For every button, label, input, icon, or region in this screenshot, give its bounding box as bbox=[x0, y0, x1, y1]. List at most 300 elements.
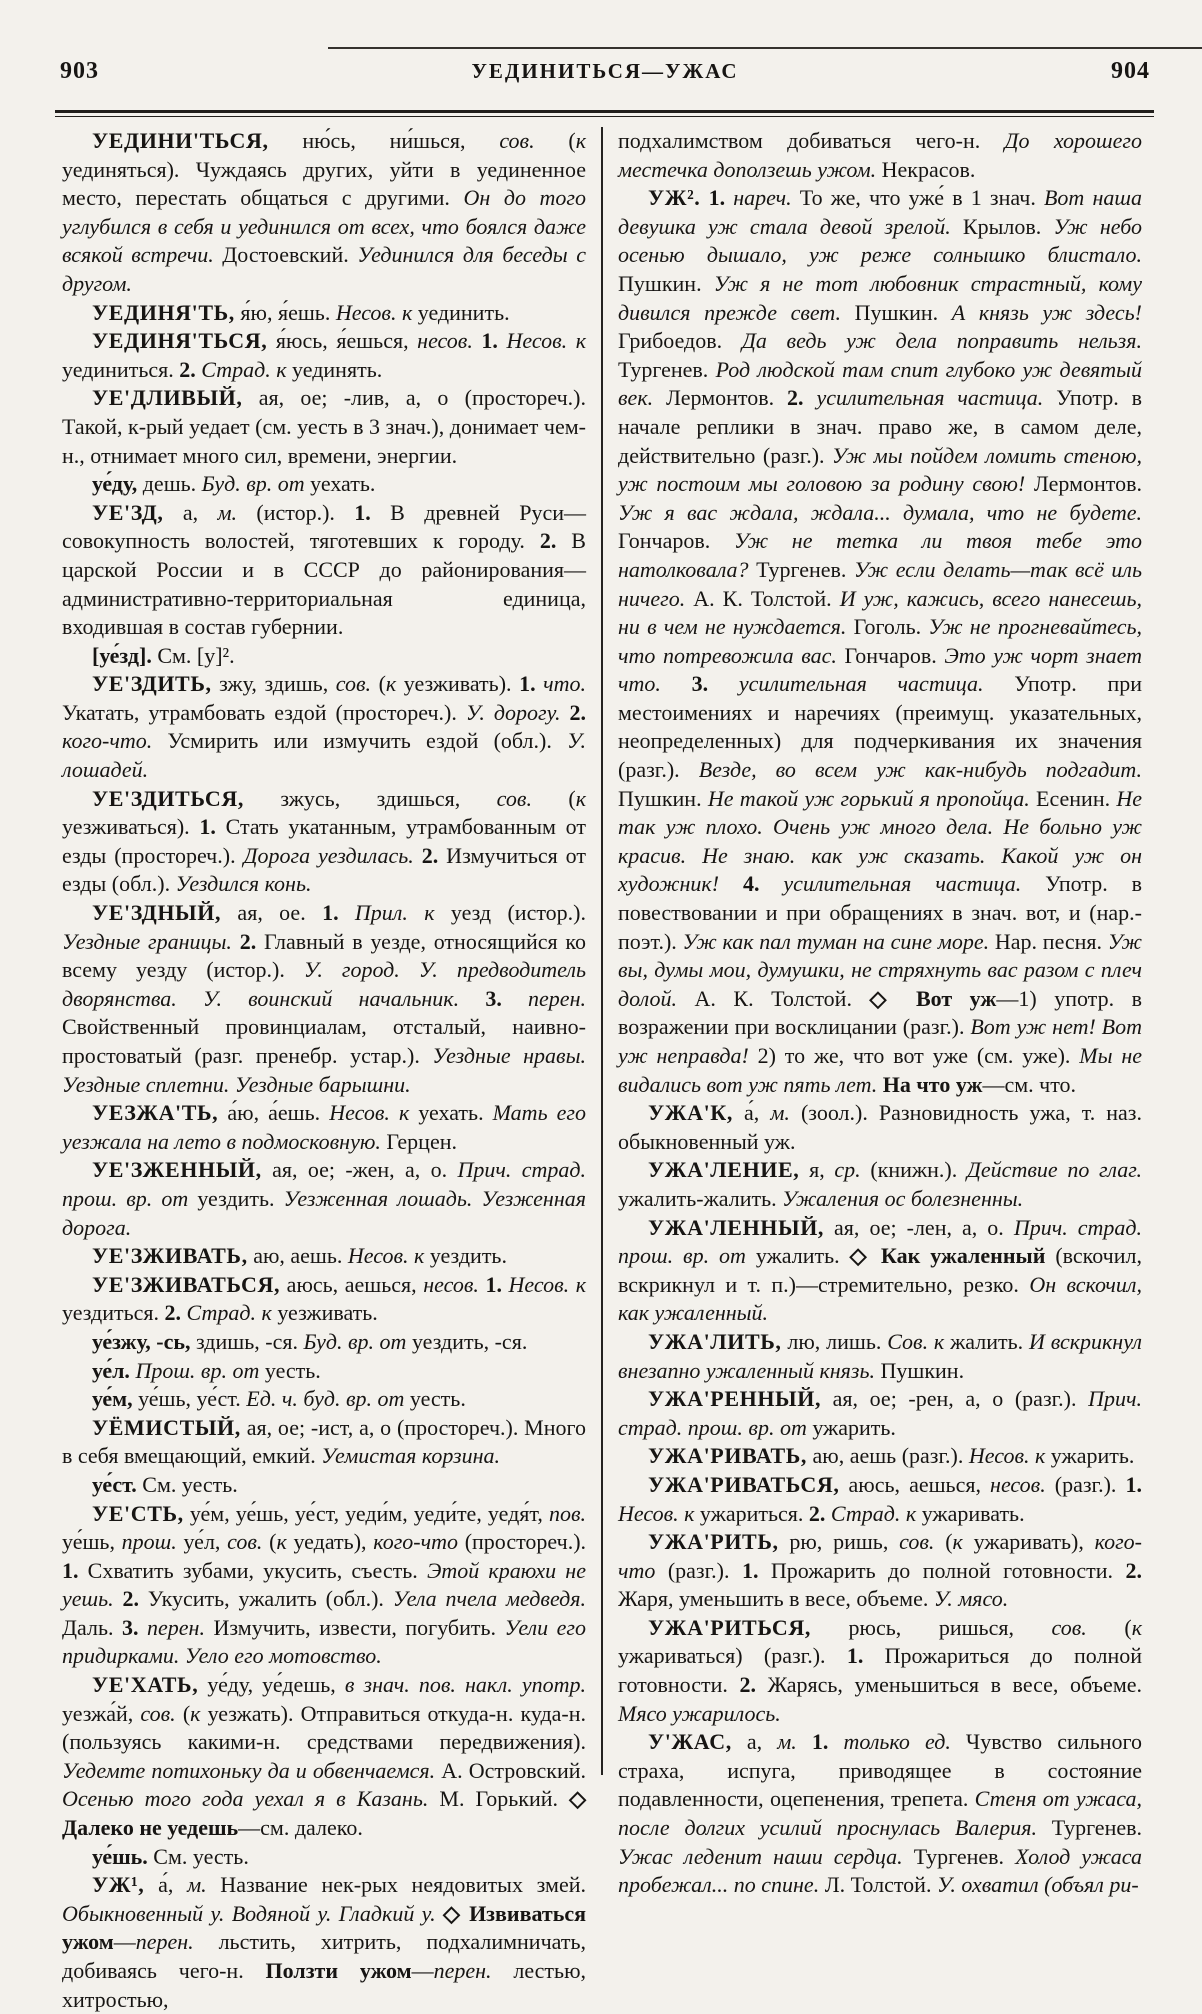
text-segment-b: 2. bbox=[539, 528, 557, 554]
text-segment-r: уезжать). Отправиться откуда-н. куда-н. (пользуясь какими-н. средствами передвижения). bbox=[62, 1700, 586, 1755]
text-segment-i: Прил. к bbox=[354, 900, 435, 926]
text-segment-r: А. Островский. bbox=[435, 1757, 586, 1783]
text-segment-i: Буд. вр. от bbox=[201, 471, 305, 497]
text-segment-h: УЕ'ЗЖЕННЫЙ, bbox=[92, 1157, 262, 1183]
text-segment-r: (разг.). bbox=[1045, 1471, 1126, 1497]
text-segment-r: а́ю, а́ешь. bbox=[218, 1100, 330, 1126]
text-segment-r: Свойственный провинциалам, отсталый, наивно-простоватый (разг. пренебр. устар.). bbox=[62, 1014, 586, 1068]
text-segment-b: 2. bbox=[1125, 1557, 1142, 1583]
text-segment-r: аюсь, аешься, bbox=[280, 1271, 424, 1297]
text-segment-r: Тургенев. bbox=[1036, 1815, 1142, 1841]
text-segment-i: Несов. к bbox=[506, 328, 587, 354]
text-segment-r: ая, ое. bbox=[221, 900, 323, 926]
text-segment-i: Холод ужаса пробежал... по спине. bbox=[618, 1843, 1142, 1898]
text-segment-r: уединить. bbox=[412, 299, 510, 325]
text-segment-i: Ед. ч. буд. вр. от bbox=[246, 1386, 405, 1412]
dictionary-entry bbox=[62, 1357, 586, 1386]
text-segment-i: Уж если делать—так всё иль ничего. bbox=[618, 556, 1142, 611]
text-segment-b: ◇ Как ужаленный bbox=[849, 1243, 1046, 1269]
text-segment-r: Пушкин. bbox=[841, 299, 952, 325]
text-segment-r: ню́сь, ни́шься, bbox=[268, 128, 500, 153]
text-segment-r: Усмирить или измучить ездой (обл.). bbox=[152, 728, 568, 754]
text-segment-r: Гончаров. bbox=[836, 642, 945, 668]
dictionary-entry bbox=[62, 1271, 586, 1328]
text-segment-r: Главный в уезде, относящийся ко всему уезду (истор.). bbox=[62, 928, 586, 983]
text-segment-b: 2. bbox=[164, 1300, 182, 1326]
text-segment-i: Мать его уезжала на лето в подмосковную. bbox=[62, 1100, 587, 1154]
dictionary-entry bbox=[62, 1242, 586, 1271]
text-segment-r: уезживаться). bbox=[62, 814, 200, 840]
text-segment-b: [уе́зд]. bbox=[92, 642, 152, 668]
text-segment-i: усилительная частица. bbox=[816, 385, 1044, 411]
text-segment-r: Герцен. bbox=[380, 1128, 457, 1154]
text-segment-i: что. bbox=[543, 671, 587, 697]
text-segment-i: Уездился конь. bbox=[175, 871, 312, 897]
dictionary-entry bbox=[618, 1614, 1142, 1728]
text-segment-i: м. bbox=[770, 1100, 790, 1126]
dictionary-entry bbox=[62, 899, 586, 1099]
text-segment-b: ◇ Далеко не уедешь bbox=[62, 1786, 586, 1841]
text-segment-r: а, bbox=[731, 1729, 778, 1755]
text-segment-r: уезжа́й, bbox=[62, 1700, 141, 1726]
text-segment-i: к bbox=[575, 785, 586, 811]
text-segment-b: 1. bbox=[322, 900, 339, 926]
text-segment-i: сов. bbox=[496, 785, 532, 811]
text-segment-r: ужалить. bbox=[745, 1243, 850, 1269]
text-segment-r: Жаря, уменьшить в весе, объеме. bbox=[618, 1586, 934, 1612]
text-segment-b: 1. bbox=[1125, 1471, 1142, 1497]
text-segment-r: уесть. bbox=[404, 1386, 466, 1412]
text-segment-i: прош. bbox=[121, 1529, 177, 1555]
dictionary-entry bbox=[618, 1214, 1142, 1328]
text-segment-i: к bbox=[575, 128, 586, 153]
text-segment-h: УЁМИСТЫЙ, bbox=[92, 1414, 241, 1440]
text-segment-i: До хорошего местечка доползешь ужом. bbox=[618, 128, 1143, 182]
text-segment-b: 1. bbox=[708, 185, 726, 211]
text-segment-r: Грибоедов. bbox=[618, 328, 742, 354]
text-segment-r: А. К. Толстой. bbox=[676, 985, 870, 1011]
page-number-right: 904 bbox=[1111, 58, 1150, 84]
text-segment-r: уезд (истор.). bbox=[434, 900, 586, 926]
text-segment-i: У. город. У. предводитель дворянства. У. воинский начальник. bbox=[62, 957, 586, 1011]
text-segment-r: аюсь, аешься, bbox=[839, 1471, 991, 1497]
text-segment-i: Уж небо осенью дышало, уж реже солнышко блистало. bbox=[618, 213, 1143, 268]
text-segment-i: И вскрикнул внезапно ужаленный князь. bbox=[618, 1328, 1142, 1383]
text-segment-i: сов. bbox=[499, 128, 535, 153]
text-segment-h: УЖА'РЕННЫЙ, bbox=[648, 1386, 822, 1412]
text-segment-r: ( bbox=[371, 671, 386, 697]
text-segment-r: Крылов. bbox=[950, 213, 1054, 239]
text-segment-r: Укатать, утрамбовать ездой (простореч.). bbox=[62, 699, 466, 725]
dictionary-entry bbox=[618, 184, 1142, 1099]
text-segment-b: 3. bbox=[691, 671, 709, 697]
text-segment-b: уе́ду, bbox=[92, 471, 138, 497]
text-segment-r: я, bbox=[799, 1157, 835, 1183]
text-segment-r: рю, ришь, bbox=[778, 1529, 900, 1555]
text-segment-r: Гончаров. bbox=[618, 528, 734, 554]
text-segment-r: уездить, -ся. bbox=[406, 1328, 528, 1354]
text-segment-i: Уж я вас ждала, ждала... думала, что не будете. bbox=[618, 499, 1142, 525]
text-segment-r: Употр. при местоимениях и наречиях (преимущ. указательных, неопределенных) для подчеркивания их значения (разг.). bbox=[618, 671, 1143, 783]
text-segment-r: Нар. песня. bbox=[989, 928, 1108, 954]
text-segment-b: уе́ст. bbox=[92, 1471, 137, 1497]
text-segment-b: 1. bbox=[519, 671, 536, 697]
text-segment-h: УЖ². bbox=[648, 185, 701, 211]
text-segment-r: Л. Толстой. bbox=[819, 1872, 937, 1898]
text-segment-r: уе́м, уе́шь, уе́ст, уеди́м, уеди́те, уедя́т, bbox=[183, 1500, 549, 1526]
text-segment-r: (разг.). bbox=[655, 1557, 742, 1583]
text-segment-r: ужалить-жалить. bbox=[618, 1185, 783, 1211]
text-segment-h: УЕ'ХАТЬ, bbox=[92, 1672, 199, 1698]
text-segment-r: аю, аешь (разг.). bbox=[807, 1443, 969, 1469]
text-segment-r bbox=[459, 986, 485, 1011]
dictionary-entry bbox=[62, 1671, 586, 1843]
text-segment-r: —см. что. bbox=[982, 1071, 1077, 1097]
text-segment-r: То же, что уже́ в 1 знач. bbox=[791, 185, 1044, 211]
text-segment-r: ( bbox=[534, 128, 576, 153]
text-segment-i: Уездные границы. bbox=[62, 928, 232, 954]
text-segment-r bbox=[414, 843, 422, 868]
text-segment-r bbox=[797, 1729, 812, 1754]
text-segment-r: зжусь, здишься, bbox=[244, 785, 497, 811]
text-segment-i: Уединился для беседы с другом. bbox=[62, 242, 586, 296]
text-segment-r: рюсь, ришься, bbox=[811, 1614, 1052, 1640]
text-segment-r: Гоголь. bbox=[846, 614, 929, 640]
text-segment-i: кого-что. bbox=[62, 728, 153, 754]
text-segment-b: 3. bbox=[485, 985, 502, 1011]
text-segment-i: к bbox=[1131, 1614, 1142, 1640]
text-segment-r bbox=[828, 1729, 843, 1754]
text-segment-h: УЖА'РИТЬ, bbox=[648, 1529, 779, 1555]
text-segment-i: И уж, кажись, всего нанесешь, ни в чем не нуждается. bbox=[618, 585, 1142, 640]
text-segment-i: Это уж чорт знает что. bbox=[618, 642, 1142, 697]
text-segment-i: сов. bbox=[899, 1529, 935, 1555]
text-segment-r: лестью, хитростью, bbox=[62, 1958, 587, 2012]
text-segment-i: ср. bbox=[834, 1157, 861, 1183]
text-segment-i: Уж вы, думы мои, думушки, не стряхнуть вас разом с плеч долой. bbox=[618, 928, 1142, 1011]
text-segment-h: УЕ'ЗЖИВАТЬСЯ, bbox=[92, 1271, 281, 1297]
text-segment-b: ◇ Вот уж bbox=[869, 985, 997, 1011]
text-segment-h: УЕДИНИ'ТЬСЯ, bbox=[92, 128, 269, 153]
text-segment-i: Уела пчела медведя. bbox=[392, 1586, 587, 1612]
text-segment-i: сов. bbox=[335, 671, 372, 697]
text-segment-h: УЕ'ДЛИВЫЙ, bbox=[92, 385, 243, 411]
text-segment-r: ая, ое; -ист, а, о (простореч.). Много в себя вмещающий, емкий. bbox=[62, 1414, 586, 1469]
text-segment-r bbox=[232, 929, 240, 954]
text-segment-h: УЕ'ЗДНЫЙ, bbox=[92, 900, 222, 926]
text-segment-i: Ужас леденит наши сердца. bbox=[618, 1843, 903, 1869]
text-segment-i: Дорога уездилась. bbox=[243, 842, 414, 868]
text-segment-r: (истор.). bbox=[237, 499, 355, 525]
text-segment-i: Вот наша девушка уж стала девой зрелой. bbox=[618, 185, 1142, 239]
column-right bbox=[618, 127, 1142, 2014]
text-segment-b: 2. bbox=[122, 1586, 140, 1612]
text-segment-r: Измучить, извести, погубить. bbox=[204, 1614, 505, 1640]
text-segment-i: Мясо ужарилось. bbox=[618, 1700, 781, 1726]
text-segment-i: Страд. к bbox=[201, 356, 287, 382]
text-segment-h: У'ЖАС, bbox=[648, 1729, 732, 1755]
text-segment-b: 1. bbox=[811, 1729, 829, 1755]
text-segment-i: Уедемте потихоньку да и обвенчаемся. bbox=[62, 1757, 436, 1783]
dictionary-entry bbox=[618, 1156, 1142, 1213]
text-segment-r bbox=[502, 986, 528, 1011]
text-segment-i: Уж не прогневайтесь, что потревожила вас. bbox=[618, 614, 1142, 668]
text-segment-r bbox=[719, 871, 743, 896]
text-segment-b: уе́л. bbox=[92, 1357, 130, 1383]
text-segment-r bbox=[560, 700, 569, 725]
dictionary-entry bbox=[618, 1099, 1142, 1156]
text-segment-r: ( bbox=[262, 1529, 277, 1555]
text-segment-r: —1) употр. в возражении при восклицании (разг.). bbox=[618, 985, 1142, 1040]
text-segment-r: 2) то же, что вот уже (см. уже). bbox=[748, 1043, 1080, 1068]
text-segment-r: Есенин. bbox=[1029, 785, 1117, 811]
text-segment-h: УЖА'РИВАТЬ, bbox=[648, 1443, 808, 1469]
text-segment-r bbox=[139, 1615, 148, 1640]
text-segment-h: УЕ'ЗДИТЬ, bbox=[92, 671, 212, 697]
text-segment-r bbox=[708, 671, 739, 696]
text-segment-b: 2. bbox=[739, 1672, 756, 1698]
dictionary-entry bbox=[62, 670, 586, 784]
text-segment-r bbox=[498, 328, 507, 353]
text-segment-b: 2. bbox=[569, 699, 586, 725]
dictionary-entry bbox=[62, 642, 586, 671]
text-segment-i: м. bbox=[777, 1729, 797, 1755]
text-segment-r: уе́л, bbox=[176, 1529, 228, 1555]
text-segment-r: уедать), bbox=[286, 1529, 374, 1555]
text-segment-r: Измучиться от езды (обл.). bbox=[62, 842, 586, 897]
text-segment-b: 1. bbox=[354, 499, 371, 525]
dictionary-entry bbox=[618, 1328, 1142, 1385]
text-segment-i: Прич. страд. прош. вр. от bbox=[618, 1386, 1142, 1440]
text-segment-i: перен. bbox=[135, 1929, 194, 1955]
text-segment-h: УЖ¹, bbox=[92, 1872, 145, 1898]
text-segment-r: Прожариться до полной готовности. bbox=[618, 1643, 1143, 1698]
text-segment-h: УЖА'ЛИТЬ, bbox=[648, 1328, 782, 1354]
text-segment-i: Уж как пал туман на сине море. bbox=[682, 928, 990, 954]
text-segment-r bbox=[804, 385, 817, 410]
text-segment-r: уездиться. bbox=[62, 1300, 165, 1326]
dictionary-entry bbox=[62, 1414, 586, 1471]
text-segment-i: У. охватил (объял ри- bbox=[936, 1872, 1139, 1898]
text-segment-r: В древней Руси—совокупность волостей, тяготевших к городу. bbox=[62, 499, 586, 554]
dictionary-entry bbox=[62, 1385, 586, 1414]
text-segment-r: я́ю, я́ешь. bbox=[234, 299, 336, 325]
text-segment-h: УЖА'К, bbox=[648, 1100, 733, 1126]
text-segment-i: м. bbox=[217, 499, 237, 525]
dictionary-entry bbox=[62, 1328, 586, 1357]
text-segment-i: сов. bbox=[1051, 1614, 1087, 1640]
page-number-left: 903 bbox=[60, 58, 99, 84]
text-segment-i: Да ведь уж дела поправить нельзя. bbox=[741, 328, 1142, 354]
text-segment-i: Вот уж нет! Вот уж неправда! bbox=[618, 1014, 1143, 1068]
text-segment-b: ◇ Извиваться ужом bbox=[62, 1900, 586, 1955]
text-segment-r bbox=[502, 1272, 509, 1297]
text-segment-r: ужаривать), bbox=[962, 1529, 1095, 1555]
text-segment-h: УЕЗЖА'ТЬ, bbox=[92, 1100, 219, 1126]
text-segment-i: Прич. страд. прош. вр. от bbox=[62, 1157, 586, 1211]
text-segment-i: Действие по глаг. bbox=[966, 1157, 1142, 1183]
text-segment-h: УЕ'ЗЖИВАТЬ, bbox=[92, 1243, 248, 1269]
text-segment-i: кого-что bbox=[618, 1529, 1143, 1583]
text-segment-i: Несов. к bbox=[968, 1443, 1046, 1469]
text-segment-r bbox=[700, 185, 708, 210]
text-segment-r: уединять. bbox=[286, 356, 383, 382]
text-segment-i: к bbox=[952, 1529, 963, 1555]
text-segment-r bbox=[114, 1586, 123, 1611]
text-segment-r bbox=[759, 871, 783, 896]
text-segment-r: Пушкин. bbox=[618, 270, 714, 296]
text-segment-b: 1. bbox=[485, 1271, 502, 1297]
text-segment-i: Уездные нравы. Уездные сплетни. Уездные барышни. bbox=[62, 1043, 587, 1097]
text-segment-i: А князь уж здесь! bbox=[951, 299, 1142, 325]
text-segment-i: Этой краюхи не уешь. bbox=[62, 1557, 586, 1612]
text-segment-i: Несов. к bbox=[618, 1500, 695, 1526]
text-segment-r: я́юсь, я́ешься, bbox=[267, 328, 418, 354]
text-segment-r: См. [у]². bbox=[151, 642, 235, 668]
text-segment-i: У. лошадей. bbox=[62, 728, 586, 783]
text-segment-i: кого-что bbox=[373, 1529, 458, 1555]
text-segment-i: Буд. вр. от bbox=[303, 1328, 407, 1354]
text-segment-i: Прич. страд. прош. вр. от bbox=[618, 1214, 1143, 1269]
text-segment-r bbox=[536, 671, 544, 696]
text-segment-r: ая, ое; -лен, а, о. bbox=[824, 1214, 1014, 1240]
text-segment-r: ужаривать. bbox=[916, 1500, 1025, 1526]
text-segment-b: уе́зжу, -сь, bbox=[92, 1328, 191, 1354]
text-segment-r: Пушкин. bbox=[618, 785, 708, 811]
text-segment-r: ( bbox=[934, 1529, 953, 1555]
text-segment-r: льстить, хитрить, подхалимничать, добиваясь чего-н. bbox=[62, 1929, 586, 1983]
dictionary-entry bbox=[618, 1385, 1142, 1442]
text-segment-h: УЕДИНЯ'ТЬСЯ, bbox=[92, 328, 268, 354]
text-segment-r: Достоевский. bbox=[213, 242, 358, 268]
text-segment-r: Употр. в начале реплики в знач. право же, в самом деле, действительно (разг.). bbox=[618, 385, 1143, 468]
dictionary-entry bbox=[62, 1500, 586, 1672]
column-divider-rule bbox=[601, 127, 603, 1775]
text-segment-b: 1. bbox=[741, 1557, 759, 1583]
text-segment-i: Уж не тетка ли твоя тебе это натолковала? bbox=[618, 528, 1142, 582]
text-segment-i: Обыкновенный у. Водяной у. Гладкий у. bbox=[62, 1900, 436, 1926]
text-segment-r: Жарясь, уменьшиться в весе, объеме. bbox=[755, 1672, 1143, 1698]
text-segment-i: Несов. к bbox=[329, 1100, 410, 1126]
text-segment-i: Уж мы пойдем ломить стеною, уж постоим мы головою за родину свою! bbox=[618, 442, 1142, 497]
text-segment-i: Он вскочил, как ужаленный. bbox=[618, 1271, 1142, 1326]
text-segment-b: 1. bbox=[846, 1643, 864, 1669]
text-segment-r: А. К. Толстой. bbox=[685, 585, 840, 611]
text-segment-i: к bbox=[190, 1700, 201, 1726]
text-segment-i: к bbox=[276, 1529, 287, 1555]
text-segment-i: перен. bbox=[147, 1614, 205, 1640]
text-segment-i: У. дорогу. bbox=[465, 699, 561, 725]
text-segment-b: уе́шь. bbox=[92, 1843, 148, 1869]
text-segment-r: уездить. bbox=[188, 1185, 284, 1211]
text-segment-i: Несов. к bbox=[508, 1271, 587, 1297]
text-segment-i: Уели его придирками. Уело его мотовство. bbox=[62, 1614, 587, 1669]
text-segment-r: уезживать. bbox=[271, 1300, 378, 1326]
text-segment-i: усилительная частица. bbox=[738, 671, 984, 697]
text-segment-h: УЕ'ЗД, bbox=[92, 499, 164, 525]
text-segment-r: здишь, -ся. bbox=[190, 1328, 304, 1354]
text-segment-r: Укусить, ужалить (обл.). bbox=[139, 1586, 393, 1612]
header-rule bbox=[55, 110, 1154, 117]
text-segment-h: УЖА'РИТЬСЯ, bbox=[648, 1614, 811, 1640]
text-segment-r: ужарить. bbox=[806, 1414, 896, 1440]
text-segment-r: ая, ое; -рен, а, о (разг.). bbox=[821, 1386, 1089, 1412]
dictionary-entry bbox=[62, 1843, 586, 1872]
text-segment-i: несов. bbox=[990, 1471, 1046, 1497]
text-segment-r: ужарить. bbox=[1045, 1443, 1135, 1469]
text-segment-b: Ползти ужом bbox=[265, 1958, 412, 1983]
dictionary-entry bbox=[62, 1156, 586, 1242]
text-segment-b: уе́м, bbox=[92, 1386, 133, 1412]
text-segment-h: УЖА'ЛЕНИЕ, bbox=[648, 1157, 800, 1183]
dictionary-entry bbox=[62, 127, 586, 299]
text-segment-b: На что уж bbox=[882, 1071, 983, 1097]
text-segment-i: Род людской там спит глубоко уж девятый век. bbox=[618, 356, 1142, 411]
dictionary-entry bbox=[62, 299, 586, 328]
text-segment-i: несов. bbox=[417, 328, 473, 354]
text-segment-r bbox=[661, 671, 692, 696]
text-segment-r: уездить. bbox=[424, 1243, 507, 1269]
text-segment-b: 1. bbox=[62, 1557, 79, 1583]
text-segment-b: 2. bbox=[787, 385, 804, 411]
text-segment-r: уехать. bbox=[409, 1100, 493, 1126]
text-segment-r: В царской России и в СССР до районирования—административно-территориальная единица, входившая в состав губернии. bbox=[62, 528, 586, 640]
text-segment-i: Уезженная лошадь. Уезженная дорога. bbox=[62, 1185, 586, 1240]
text-segment-r: Тургенев. bbox=[618, 356, 716, 382]
text-segment-r: Стать укатанным, утрамбованным от езды (простореч.). bbox=[62, 814, 586, 868]
page-header bbox=[60, 58, 1150, 85]
dictionary-entry bbox=[62, 785, 586, 899]
text-segment-r: уе́ду, уе́дешь, bbox=[198, 1672, 345, 1698]
text-segment-i: в знач. пов. накл. употр. bbox=[344, 1672, 586, 1698]
text-segment-b: 2. bbox=[808, 1500, 826, 1526]
text-segment-r: ая, ое; -лив, а, о (простореч.). Такой, к-рый уедает (см. уесть в 3 знач.), донимает чем-н., отнимает много сил, времени, энергии. bbox=[62, 385, 586, 468]
text-segment-r: (книжн.). bbox=[860, 1157, 967, 1183]
dictionary-entry bbox=[62, 1871, 586, 2014]
text-segment-r: ( bbox=[1086, 1614, 1132, 1640]
text-segment-r: Пушкин. bbox=[875, 1357, 965, 1383]
text-segment-r: а́, bbox=[144, 1872, 188, 1898]
text-segment-i: перен. bbox=[433, 1958, 492, 1983]
text-segment-h: УЖА'РИВАТЬСЯ, bbox=[648, 1471, 840, 1497]
text-segment-r bbox=[339, 900, 355, 925]
text-segment-r: аю, аешь. bbox=[247, 1243, 348, 1269]
text-segment-r: — bbox=[411, 1958, 434, 1983]
text-segment-r: —см. далеко. bbox=[238, 1815, 363, 1841]
text-segment-i: Прош. вр. от bbox=[135, 1357, 260, 1383]
text-segment-i: Везде, во всем уж как-нибудь подгадит. bbox=[698, 757, 1142, 783]
text-segment-r: См. уесть. bbox=[147, 1843, 249, 1869]
text-segment-r: Некрасов. bbox=[876, 156, 976, 182]
text-segment-r: подхалимством добиваться чего-н. bbox=[618, 128, 1005, 153]
column-left bbox=[62, 127, 586, 2014]
text-segment-r: уе́шь, уе́ст. bbox=[132, 1386, 247, 1412]
text-segment-i: только ед. bbox=[843, 1729, 951, 1755]
text-segment-r: (зоол.). Разновидность ужа, т. наз. обыкновенный уж. bbox=[618, 1100, 1142, 1154]
dictionary-entry bbox=[618, 1528, 1142, 1614]
text-segment-i: пов. bbox=[548, 1500, 586, 1526]
text-segment-r: уехать. bbox=[304, 471, 376, 497]
text-segment-r: а́, bbox=[732, 1100, 771, 1126]
text-segment-h: УЖА'ЛЕННЫЙ, bbox=[648, 1214, 825, 1240]
text-segment-i: Мы не видались вот уж пять лет. bbox=[618, 1043, 1142, 1097]
text-segment-r: Лермонтов. bbox=[1025, 471, 1143, 497]
text-segment-r: жалить. bbox=[944, 1328, 1029, 1354]
text-segment-r: уесть. bbox=[259, 1357, 321, 1383]
text-segment-i: усилительная частица. bbox=[783, 871, 1022, 897]
text-segment-r: Схватить зубами, укусить, съесть. bbox=[78, 1557, 427, 1583]
text-segment-r: уединяться). Чуждаясь других, уйти в уединенное место, перестать общаться с другими. bbox=[62, 156, 586, 211]
